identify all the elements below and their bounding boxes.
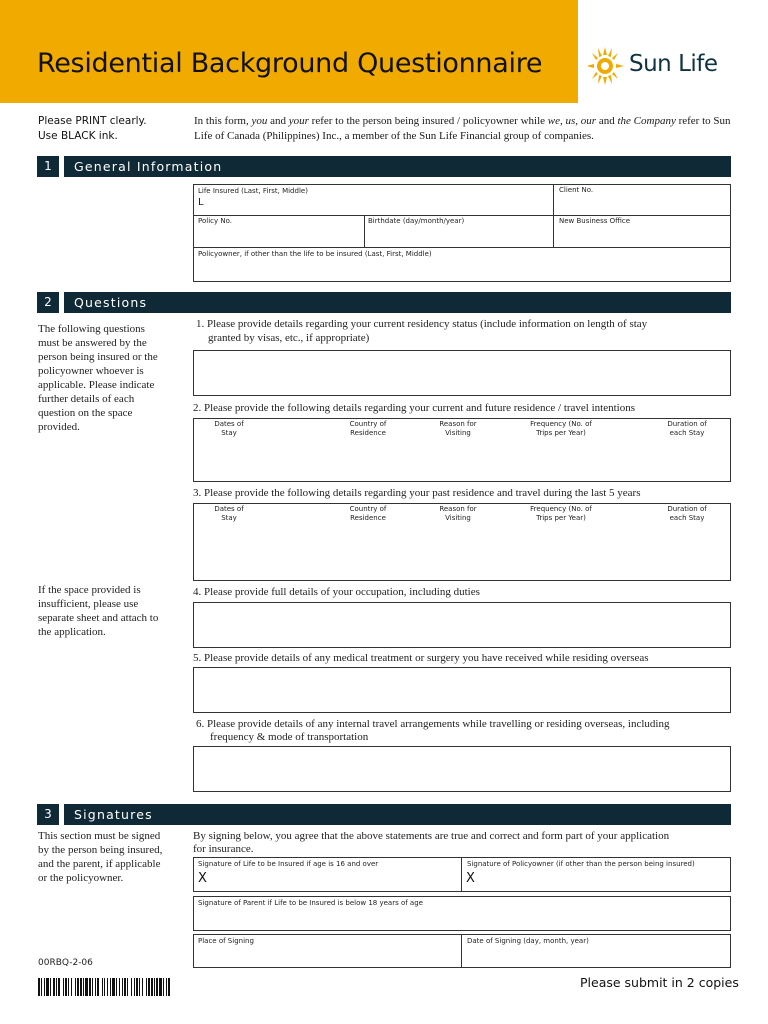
policy-no-label: Policy No. — [198, 217, 232, 225]
client-no-label: Client No. — [559, 186, 594, 194]
question-3: 3. Please provide the following details regarding your past residence and travel during the last 5 years — [193, 487, 641, 499]
column-header: Country of Residence — [349, 505, 387, 522]
brand-name: Sun Life — [629, 51, 718, 77]
divider — [461, 858, 462, 891]
question-6-cont: frequency & mode of transportation — [210, 731, 369, 743]
section-2-title: Questions — [64, 292, 731, 313]
divider — [194, 215, 730, 216]
column-header: Frequency (No. of Trips per Year) — [530, 505, 592, 522]
section-3-title: Signatures — [64, 804, 731, 825]
life-insured-label: Life Insured (Last, First, Middle) — [198, 187, 308, 195]
questions-instructions: The following questions must be answered by the person being insured or the policyowner whoever is applicable. Please indicate further details of each question on the space provided. — [38, 323, 158, 433]
agreement-text: By signing below, you agree that the above statements are true and correct and form part of your application — [193, 830, 670, 842]
divider — [194, 247, 730, 248]
column-header: Dates of Stay — [214, 420, 244, 437]
section-3-number: 3 — [37, 804, 59, 825]
submit-copies-note: Please submit in 2 copies — [580, 975, 739, 990]
sun-icon — [588, 44, 626, 88]
section-2-number: 2 — [37, 292, 59, 313]
section-1-title: General Information — [64, 156, 731, 177]
birthdate-label: Birthdate (day/month/year) — [368, 217, 465, 225]
question-5: 5. Please provide details of any medical treatment or surgery you have received while residing overseas — [193, 652, 649, 664]
life-insured-input[interactable]: L — [198, 197, 204, 208]
birthdate-input[interactable] — [366, 226, 550, 244]
client-no-input[interactable] — [557, 195, 727, 213]
intro-text: In this form, you and your refer to the person being insured / policyowner while we, us, our and the Company refer to Sun Life of Canada (Philippines) Inc., a member of the Sun Life Financial group of companies. — [194, 115, 731, 142]
column-header: Duration of each Stay — [667, 505, 707, 522]
signature-parent-label: Signature of Parent if Life to be Insured is below 18 years of age — [198, 899, 423, 907]
question-1-cont: granted by visas, etc., if appropriate) — [208, 332, 370, 344]
barcode — [38, 978, 211, 996]
date-of-signing-input[interactable] — [464, 946, 726, 964]
insufficient-space-note: If the space provided is insufficient, please use separate sheet and attach to the application. — [38, 584, 159, 638]
signatures-instructions: This section must be signed by the person being insured, and the parent, if applicable or the policyowner. — [38, 830, 163, 884]
signature-life-label: Signature of Life to be Insured if age is 16 and over — [198, 860, 379, 868]
answer-6-input[interactable] — [193, 746, 731, 792]
policyowner-label: Policyowner, if other than the life to be insured (Last, First, Middle) — [198, 250, 432, 258]
column-header: Reason for Visiting — [439, 420, 477, 437]
answer-5-input[interactable] — [193, 667, 731, 713]
column-header: Country of Residence — [349, 420, 387, 437]
form-code: 00RBQ-2-06 — [38, 958, 93, 968]
question-1: 1. Please provide details regarding your current residency status (include information on length of stay — [196, 318, 648, 330]
question-4: 4. Please provide full details of your occupation, including duties — [193, 586, 480, 598]
column-header: Duration of each Stay — [667, 420, 707, 437]
new-business-office-input[interactable] — [557, 226, 727, 244]
question-2: 2. Please provide the following details regarding your current and future residence / travel intentions — [193, 402, 635, 414]
place-of-signing-input[interactable] — [196, 946, 458, 964]
policy-no-input[interactable] — [196, 226, 360, 244]
page-title: Residential Background Questionnaire — [37, 48, 543, 79]
new-business-office-label: New Business Office — [559, 217, 631, 225]
signature-owner-label: Signature of Policyowner (if other than the person being insured) — [467, 860, 695, 868]
column-header: Reason for Visiting — [439, 505, 477, 522]
section-1-number: 1 — [37, 156, 59, 177]
signature-owner-input[interactable]: X — [466, 871, 475, 886]
column-header: Frequency (No. of Trips per Year) — [530, 420, 592, 437]
sun-life-logo — [588, 44, 738, 88]
answer-4-input[interactable] — [193, 602, 731, 648]
divider — [553, 185, 554, 247]
divider — [364, 215, 365, 247]
date-of-signing-label: Date of Signing (day, month, year) — [467, 937, 589, 945]
agreement-text-cont: for insurance. — [193, 843, 254, 855]
answer-1-input[interactable] — [193, 350, 731, 396]
signature-life-input[interactable]: X — [198, 871, 207, 886]
column-header: Dates of Stay — [214, 505, 244, 522]
place-of-signing-label: Place of Signing — [198, 937, 254, 945]
divider — [461, 935, 462, 967]
policyowner-input[interactable] — [196, 260, 726, 278]
print-instructions: Please PRINT clearly. Use BLACK ink. — [38, 115, 147, 142]
question-6: 6. Please provide details of any internal travel arrangements while travelling or residing overseas, including — [196, 718, 670, 730]
